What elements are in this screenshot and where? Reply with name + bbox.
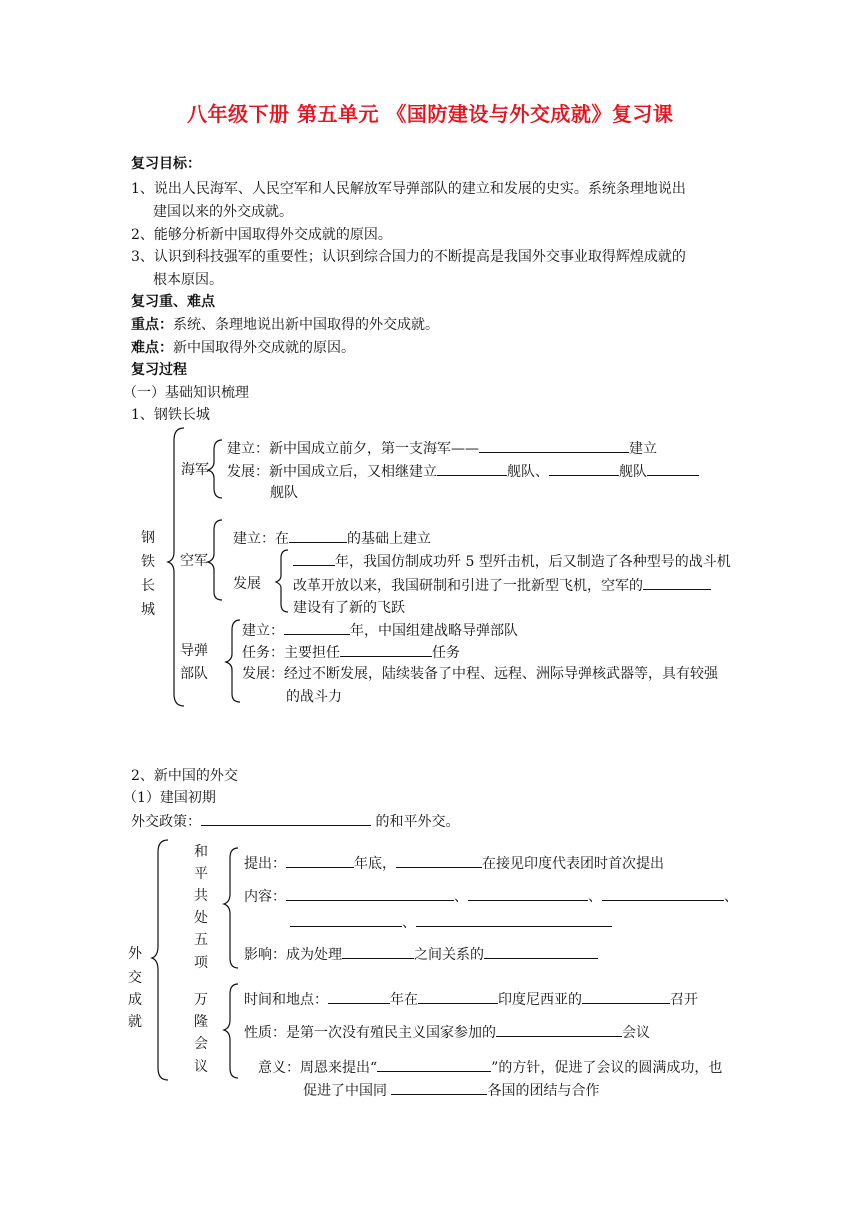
five-principles-label-char: 和 (194, 844, 208, 860)
five-principles-label-char: 五 (194, 932, 208, 948)
bandung-meaning-text-d: 各国的团结与合作 (487, 1083, 600, 1099)
blank (479, 438, 629, 453)
navy-establish (227, 438, 657, 459)
missile-brace (226, 620, 240, 702)
missile-task-text: 任务：主要担任 (242, 645, 340, 661)
five-influence-text-b: 之间关系的 (414, 947, 484, 963)
objective-1-line-a: 1、说出人民海军、人民空军和人民解放军导弹部队的建立和发展的史实。系统条理地说出 (131, 181, 686, 197)
five-content-text: 内容： (244, 889, 286, 905)
bandung-label-char: 隆 (194, 1014, 208, 1030)
airforce-dev-2-text: 改革开放以来，我国研制和引进了一批新型飞机，空军的 (293, 578, 643, 594)
navy-development (227, 461, 699, 482)
bandung-meaning (258, 1057, 722, 1078)
missile-establish (242, 620, 518, 641)
bandung-brace (224, 984, 238, 1078)
blank (201, 811, 371, 826)
missile-task (242, 642, 460, 663)
bandung-meaning-text-b: ”的方针，促进了会议的圆满成功，也 (491, 1060, 723, 1076)
bandung-label-char: 会 (194, 1036, 208, 1052)
blank (602, 886, 724, 901)
bandung-label-char: 万 (194, 992, 208, 1008)
diplomacy-label-char: 就 (128, 1014, 142, 1030)
blank (289, 528, 347, 543)
blank (496, 1022, 622, 1037)
airforce-dev-label: 发展 (233, 576, 261, 592)
missile-development-tail: 的战斗力 (286, 689, 342, 705)
navy-dev-text: 发展：新中国成立后，又相继建立 (227, 464, 437, 480)
objective-3-line-a: 3、认识到科技强军的重要性；认识到综合国力的不断提高是我国外交事业取得辉煌成就的 (131, 249, 686, 265)
comma: 、 (588, 889, 602, 905)
airforce-brace (208, 520, 222, 600)
blank (418, 989, 498, 1004)
key-points-heading: 复习重、难点 (131, 294, 215, 310)
missile-task-tail: 任务 (432, 645, 460, 661)
bandung-time-text: 时间和地点： (244, 992, 328, 1008)
difficulty-label: 难点： (131, 340, 173, 356)
blank (328, 989, 390, 1004)
key-text: 系统、条理地说出新中国取得的外交成就。 (173, 317, 439, 333)
blank (643, 575, 711, 590)
blank (468, 886, 588, 901)
great-wall-label-char: 钢 (141, 530, 155, 546)
airforce-establish (233, 528, 431, 549)
airforce-dev-3: 建设有了新的飞跃 (293, 600, 405, 616)
five-principles-label-char: 项 (194, 955, 208, 971)
section-1-heading: 1、钢铁长城 (131, 407, 210, 423)
five-influence (244, 944, 598, 965)
bandung-time-text-d: 召开 (670, 992, 698, 1008)
objective-2: 2、能够分析新中国取得外交成就的原因。 (131, 227, 392, 243)
bandung-time-text-b: 年在 (390, 992, 418, 1008)
objective-1-line-b: 建国以来的外交成就。 (153, 204, 293, 220)
page-title: 八年级下册 第五单元 《国防建设与外交成就》复习课 (187, 102, 674, 126)
five-principles-label-char: 平 (194, 866, 208, 882)
missile-label-b: 部队 (180, 666, 208, 682)
blank (293, 551, 335, 566)
bandung-nature-text: 性质：是第一次没有殖民主义国家参加的 (244, 1025, 496, 1041)
navy-label: 海军 (181, 462, 209, 478)
airforce-dev-2 (293, 575, 711, 596)
missile-est-tail: 年，中国组建战略导弹部队 (350, 623, 518, 639)
diplomacy-label-char: 外 (128, 946, 142, 962)
great-wall-label-char: 城 (141, 602, 155, 618)
five-principles-label-char: 处 (194, 910, 208, 926)
foreign-policy-label: 外交政策： (131, 814, 201, 830)
bandung-nature (244, 1022, 650, 1043)
process-subheading: （一）基础知识梳理 (123, 385, 249, 401)
blank (290, 912, 402, 927)
bandung-label-char: 议 (194, 1059, 208, 1075)
blank (484, 944, 598, 959)
five-proposed-text-b: 年底， (354, 856, 396, 872)
bandung-time-place (244, 989, 698, 1010)
airforce-dev-1-text: 年，我国仿制成功歼 5 型歼击机，后又制造了各种型号的战斗机 (335, 554, 731, 570)
comma: 、 (724, 889, 738, 905)
great-wall-label-char: 铁 (141, 554, 155, 570)
airforce-dev-1 (293, 551, 731, 572)
diplomacy-subheading: （1）建国初期 (123, 790, 216, 806)
five-content-cont (290, 912, 612, 933)
foreign-policy-line (131, 811, 459, 832)
objectives-heading: 复习目标： (131, 156, 201, 172)
airforce-label: 空军 (180, 553, 208, 569)
blank (582, 989, 670, 1004)
difficulty-text: 新中国取得外交成就的原因。 (173, 340, 355, 356)
five-proposed-text-c: 在接见印度代表团时首次提出 (482, 856, 664, 872)
great-wall-label-char: 长 (141, 578, 155, 594)
comma: 、 (454, 889, 468, 905)
five-principles-brace (224, 848, 238, 968)
bandung-meaning-text: 意义：周恩来提出“ (258, 1060, 378, 1076)
diplomacy-label-char: 交 (128, 970, 142, 986)
five-influence-text: 影响：成为处理 (244, 947, 342, 963)
blank (340, 642, 432, 657)
blank (391, 1080, 487, 1095)
comma: 、 (402, 915, 416, 931)
missile-label-a: 导弹 (180, 643, 208, 659)
diplomacy-label-char: 成 (128, 992, 142, 1008)
blank (286, 886, 454, 901)
navy-dev-text-c: 舰队 (619, 464, 647, 480)
navy-brace (208, 440, 222, 498)
key-label: 重点： (131, 317, 173, 333)
airforce-dev-brace (276, 550, 288, 612)
missile-development: 发展：经过不断发展，陆续装备了中程、远程、洲际导弹核武器等，具有较强 (242, 666, 718, 682)
navy-dev-text-b: 舰队、 (507, 464, 549, 480)
five-proposed (244, 853, 664, 874)
five-content (244, 886, 738, 907)
navy-development-tail: 舰队 (270, 485, 298, 501)
five-principles-label-char: 共 (194, 888, 208, 904)
foreign-policy-tail: 的和平外交。 (371, 814, 460, 830)
blank (437, 461, 507, 476)
blank (549, 461, 619, 476)
blank (396, 853, 482, 868)
bandung-nature-tail: 会议 (622, 1025, 650, 1041)
blank (647, 461, 699, 476)
blank (377, 1057, 491, 1072)
blank (342, 944, 414, 959)
missile-est-text: 建立： (242, 623, 284, 639)
navy-establish-text: 建立：新中国成立前夕，第一支海军—— (227, 441, 479, 457)
airforce-est-tail: 的基础上建立 (347, 531, 431, 547)
airforce-est-text: 建立：在 (233, 531, 289, 547)
bandung-meaning-text-c: 促进了中国同 (303, 1083, 392, 1099)
five-proposed-text: 提出： (244, 856, 286, 872)
objective-3-line-b: 根本原因。 (153, 272, 223, 288)
blank (284, 620, 350, 635)
diplomacy-brace (152, 840, 168, 1080)
bandung-time-text-c: 印度尼西亚的 (498, 992, 582, 1008)
section-2-heading: 2、新中国的外交 (131, 768, 238, 784)
process-heading: 复习过程 (131, 362, 187, 378)
blank (416, 912, 612, 927)
navy-establish-tail: 建立 (629, 441, 657, 457)
bandung-meaning-cont (303, 1080, 599, 1101)
blank (286, 853, 354, 868)
